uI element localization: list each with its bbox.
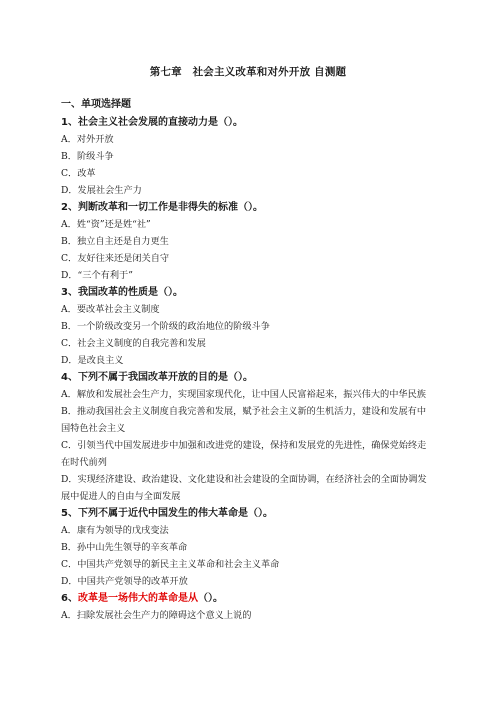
highlighted-stem-text: 改革是一场伟大的革命是从: [77, 593, 198, 604]
option-a: A．姓“资”还是姓“社”: [61, 219, 151, 230]
question-stem: 1、社会主义社会发展的直接动力是（）。: [61, 117, 243, 128]
option-a: A．扫除发展社会生产力的障碍这个意义上说的: [61, 610, 252, 621]
section-heading: 一、单项选择题: [61, 99, 131, 110]
option-b: B．一个阶级改变另一个阶级的政治地位的阶级斗争: [61, 321, 270, 332]
option-c: C．社会主义制度的自我完善和发展: [61, 338, 206, 349]
question-number: 6、: [61, 593, 78, 604]
option-c: C．友好往来还是闭关自守: [61, 253, 170, 264]
question-blank: （）。: [197, 593, 223, 604]
option-a: A．康有为领导的戊戌变法: [61, 525, 169, 536]
option-d: D．发展社会生产力: [61, 185, 142, 196]
option-b: B．阶级斗争: [61, 151, 114, 162]
option-b: B．独立自主还是自力更生: [61, 236, 169, 247]
option-d: D．中国共产党领导的改革开放: [61, 576, 188, 587]
question-stem: 2、判断改革和一切工作是非得失的标准（）。: [61, 202, 263, 213]
question-list: [61, 96, 433, 624]
option-d: D．是改良主义: [61, 355, 124, 366]
option-b: B．推动我国社会主义制度自我完善和发展，赋予社会主义新的生机活力，建设和发展有中国特色社会主义: [61, 406, 427, 434]
option-a: A．对外开放: [61, 134, 114, 145]
question-stem: 4、下列不属于我国改革开放的目的是（）。: [61, 372, 253, 383]
page-title: 第七章 社会主义改革和对外开放 自测题: [149, 66, 347, 78]
question-stem: 3、我国改革的性质是（）。: [61, 287, 183, 298]
option-c: C．引领当代中国发展进步中加强和改进党的建设，保持和发展党的先进性，确保党始终走在时代前列: [61, 440, 427, 468]
option-d: D．“三个有利于”: [61, 270, 133, 281]
option-a: A．解放和发展社会生产力，实现国家现代化，让中国人民富裕起来，振兴伟大的中华民族: [61, 389, 426, 400]
option-b: B．孙中山先生领导的辛亥革命: [61, 542, 188, 553]
question-stem: [61, 590, 433, 607]
question-stem: 5、下列不属于近代中国发生的伟大革命是（）。: [61, 508, 273, 519]
option-d: D．实现经济建设、政治建设、文化建设和社会建设的全面协调，在经济社会的全面协调发展中促进人的自由与全面发展: [61, 474, 427, 502]
option-c: C．改革: [61, 168, 96, 179]
option-c: C．中国共产党领导的新民主主义革命和社会主义革命: [61, 559, 280, 570]
option-a: A．要改革社会主义制度: [61, 304, 160, 315]
